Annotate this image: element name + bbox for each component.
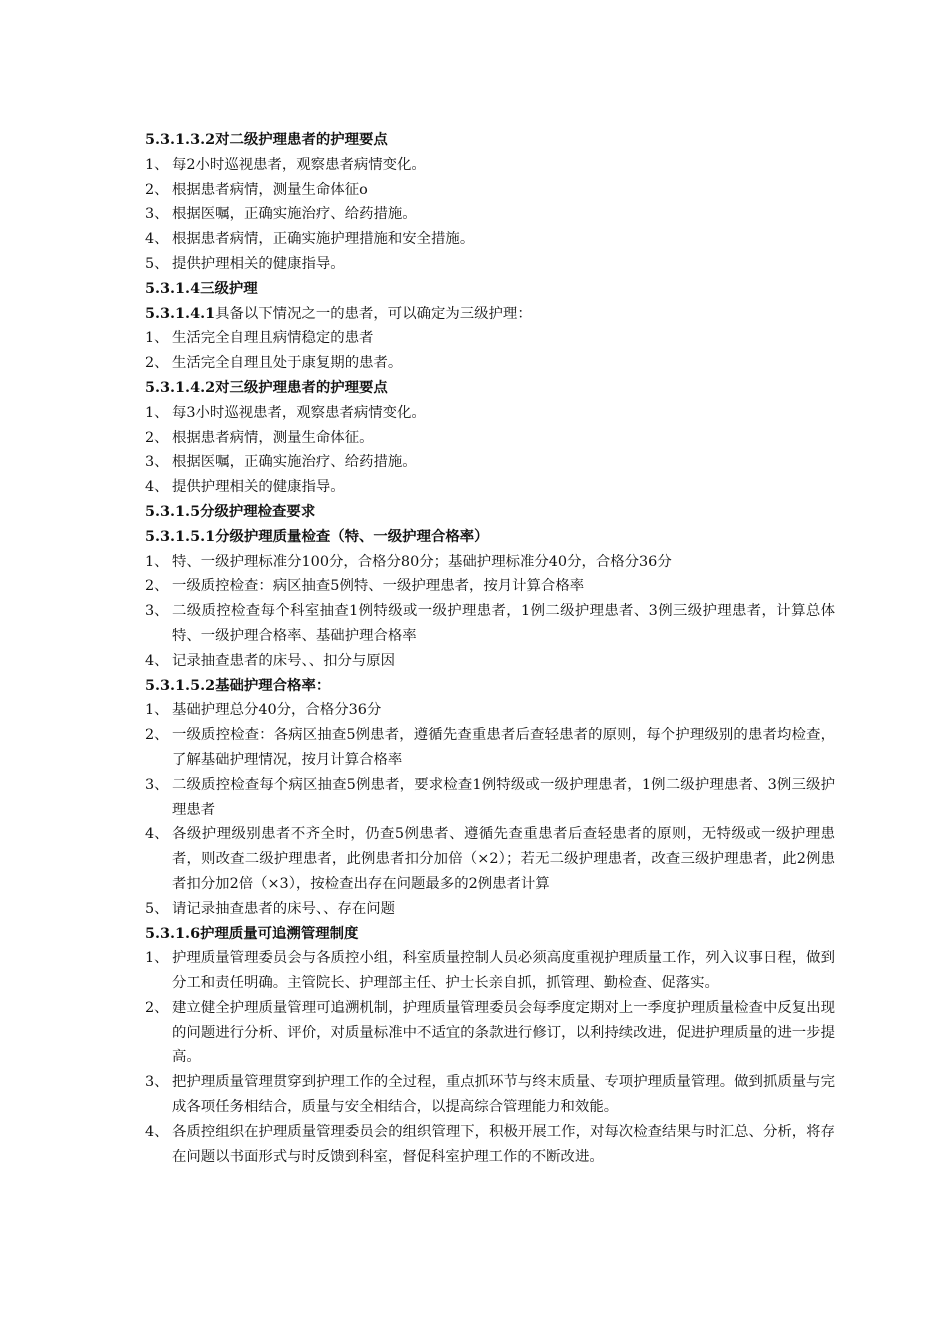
list-item-text: 生活完全自理且处于康复期的患者。 (172, 355, 403, 372)
list-item-text: 建立健全护理质量管理可追溯机制，护理质量管理委员会每季度定期对上一季度护理质量检查中反复出现的问题进行分析、评价，对质量标准中不适宜的条款进行修订，以利持续改进，促进护理质量的进一步提高。 (172, 999, 835, 1066)
section-heading: 5.3.1.3.2对二级护理患者的护理要点 (145, 131, 388, 148)
list-item-number: 1、 (145, 404, 169, 421)
list-item-number: 1、 (145, 950, 169, 967)
list-item-text: 特、一级护理标准分100分，合格分80分；基础护理标准分40分，合格分36分 (172, 553, 672, 570)
list-item (145, 773, 835, 823)
list-item-text: 二级质控检查每个病区抽查5例患者，要求检查1例特级或一级护理患者，1例二级护理患者、3例三级护理患者 (172, 776, 835, 818)
list-item-number: 4、 (145, 231, 169, 248)
list-item (145, 599, 835, 649)
list-item-text: 根据患者病情，测量生命体征。 (172, 429, 374, 446)
list-item-text: 生活完全自理且病情稳定的患者 (172, 330, 374, 347)
list-item (145, 550, 835, 575)
list-item-number: 1、 (145, 553, 169, 570)
list-item-number: 4、 (145, 652, 169, 669)
paragraph-text: 具备以下情况之一的患者，可以确定为三级护理： (215, 305, 532, 322)
section-paragraph (145, 302, 835, 327)
list-item-number: 4、 (145, 826, 169, 843)
list-item-number: 2、 (145, 999, 169, 1016)
list-item (145, 326, 835, 351)
list-item (145, 475, 835, 500)
list-item (145, 178, 835, 203)
list-item-number: 1、 (145, 156, 169, 173)
list-item (145, 698, 835, 723)
list-item-text: 把护理质量管理贯穿到护理工作的全过程，重点抓环节与终末质量、专项护理质量管理。做到抓质量与完成各项任务相结合，质量与安全相结合，以提高综合管理能力和效能。 (172, 1074, 835, 1116)
document-page (145, 128, 835, 1169)
list-item-number: 1、 (145, 702, 169, 719)
list-item (145, 153, 835, 178)
list-item-number: 2、 (145, 727, 169, 744)
list-item (145, 401, 835, 426)
section-heading: 5.3.1.4三级护理 (145, 279, 258, 297)
list-item-text: 根据患者病情，测量生命体征o (172, 181, 368, 198)
list-item-text: 根据医嘱，正确实施治疗、给药措施。 (172, 454, 417, 471)
list-item (145, 996, 835, 1070)
list-item-text: 基础护理总分40分，合格分36分 (172, 702, 382, 719)
list-item-text: 记录抽查患者的床号、、扣分与原因 (172, 652, 396, 669)
list-item-text: 请记录抽查患者的床号、、存在问题 (172, 900, 396, 917)
list-item-number: 3、 (145, 603, 169, 620)
list-item-number: 5、 (145, 900, 169, 917)
section-heading: 5.3.1.5.2基础护理合格率： (145, 676, 331, 694)
list-item-text: 提供护理相关的健康指导。 (172, 479, 345, 496)
section-heading: 5.3.1.6护理质量可追溯管理制度 (145, 924, 359, 942)
list-item-number: 4、 (145, 479, 169, 496)
list-item (145, 426, 835, 451)
list-item-text: 各级护理级别患者不齐全时，仍查5例患者、遵循先查重患者后查轻患者的原则，无特级或一级护理患者，则改查二级护理患者，此例患者扣分加倍（×2）；若无二级护理患者，改查三级护理患者，此2例患者扣分加2倍（×3），按检查出存在问题最多的2例患者计算 (172, 826, 835, 892)
list-item (145, 649, 835, 674)
list-item (145, 897, 835, 922)
section-heading: 5.3.1.5分级护理检查要求 (145, 502, 316, 520)
list-item-number: 2、 (145, 355, 169, 372)
section-heading: 5.3.1.4.2对三级护理患者的护理要点 (145, 378, 388, 396)
list-item-text: 二级质控检查每个科室抽查1例特级或一级护理患者，1例二级护理患者、3例三级护理患者，计算总体特、一级护理合格率、基础护理合格率 (172, 603, 835, 644)
list-item (145, 1070, 835, 1120)
list-item-number: 3、 (145, 454, 169, 471)
list-item (145, 351, 835, 376)
section-number: 5.3.1.4.1 (145, 304, 216, 322)
list-item-text: 护理质量管理委员会与各质控小组，科室质量控制人员必须高度重视护理质量工作，列入议事日程，做到分工和责任明确。主管院长、护理部主任、护士长亲自抓，抓管理、勤检查、促落实。 (172, 950, 835, 992)
list-item (145, 227, 835, 252)
list-item (145, 822, 835, 896)
list-item (145, 202, 835, 227)
list-item-number: 5、 (145, 255, 169, 272)
list-item-text: 一级质控检查：病区抽查5例特、一级护理患者，按月计算合格率 (172, 578, 585, 595)
list-item-number: 2、 (145, 578, 169, 595)
list-item (145, 252, 835, 277)
list-item (145, 574, 835, 599)
list-item-number: 3、 (145, 776, 169, 793)
list-item-text: 每2小时巡视患者，观察患者病情变化。 (172, 156, 426, 173)
list-item-text: 提供护理相关的健康指导。 (172, 255, 345, 272)
list-item-text: 每3小时巡视患者，观察患者病情变化。 (172, 404, 426, 421)
section-heading: 5.3.1.5.1分级护理质量检查（特、一级护理合格率） (145, 527, 489, 545)
list-item-text: 各质控组织在护理质量管理委员会的组织管理下，积极开展工作，对每次检查结果与时汇总、分析，将存在问题以书面形式与时反馈到科室，督促科室护理工作的不断改进。 (172, 1123, 835, 1165)
list-item-number: 3、 (145, 1074, 169, 1091)
list-item (145, 450, 835, 475)
list-item-number: 1、 (145, 330, 169, 347)
list-item-number: 2、 (145, 429, 169, 446)
list-item-number: 2、 (145, 181, 169, 198)
list-item-text: 一级质控检查：各病区抽查5例患者，遵循先查重患者后查轻患者的原则，每个护理级别的患者均检查，了解基础护理情况，按月计算合格率 (172, 727, 835, 768)
list-item-number: 3、 (145, 206, 169, 223)
list-item-text: 根据患者病情，正确实施护理措施和安全措施。 (172, 231, 475, 248)
list-item-number: 4、 (145, 1123, 169, 1140)
list-item (145, 1120, 835, 1170)
list-item (145, 946, 835, 996)
list-item-text: 根据医嘱，正确实施治疗、给药措施。 (172, 206, 417, 223)
list-item (145, 723, 835, 773)
